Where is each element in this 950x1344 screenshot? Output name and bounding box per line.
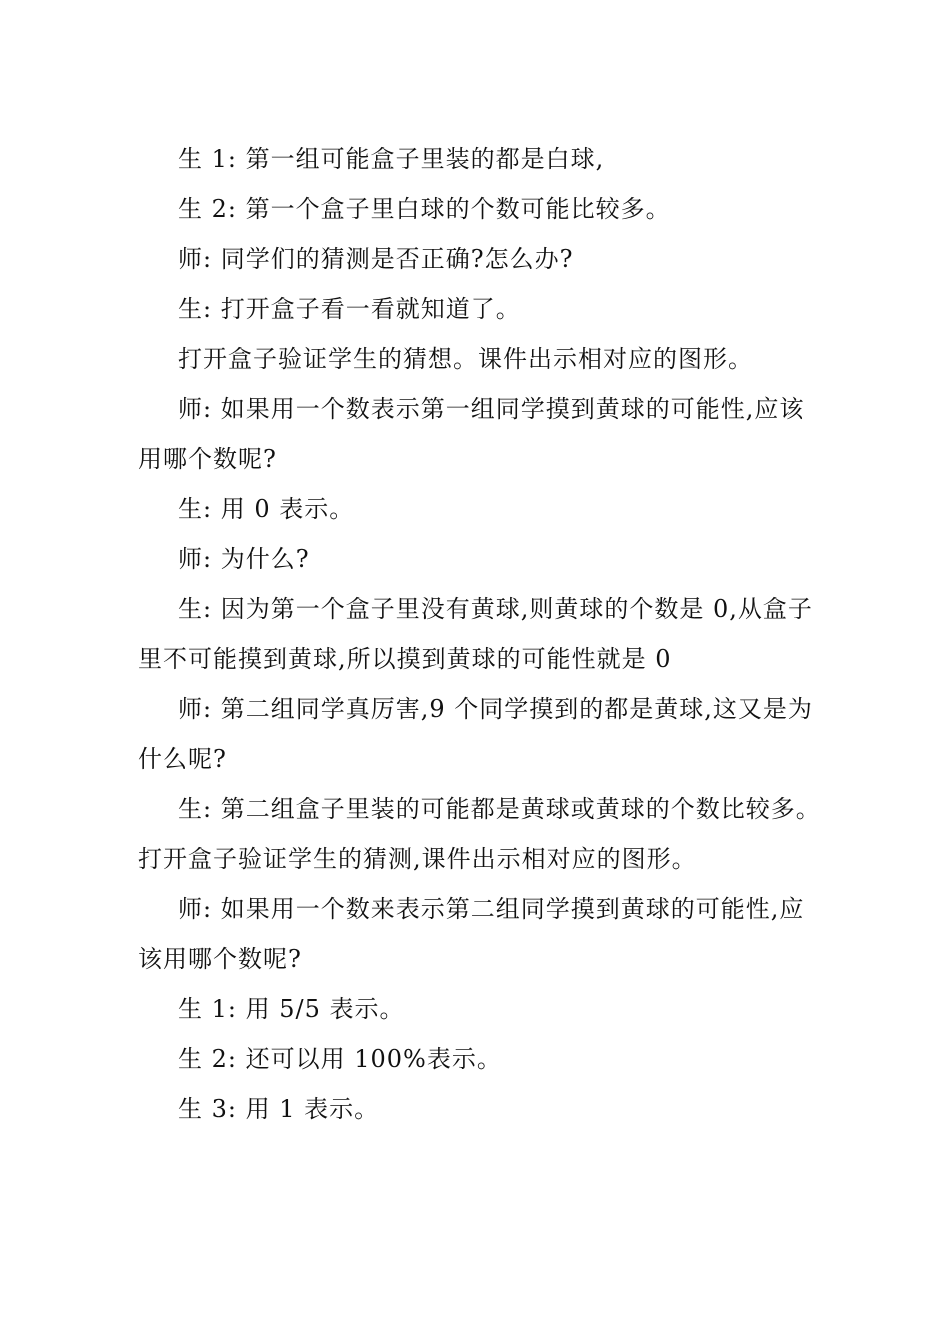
paragraph-1: 生 1: 第一组可能盒子里装的都是白球, bbox=[178, 145, 605, 173]
paragraph-7: 生: 用 0 表示。 bbox=[178, 495, 355, 523]
paragraph-11: 生: 第二组盒子里装的可能都是黄球或黄球的个数比较多。打开盒子验证学生的猜测,课件出示相对应的图形。 bbox=[138, 795, 821, 873]
paragraph-15: 生 3: 用 1 表示。 bbox=[178, 1095, 380, 1123]
paragraph-8: 师: 为什么? bbox=[178, 545, 310, 573]
paragraph-4: 生: 打开盒子看一看就知道了。 bbox=[178, 295, 521, 323]
document-body bbox=[138, 134, 828, 1134]
paragraph-5: 打开盒子验证学生的猜想。课件出示相对应的图形。 bbox=[178, 345, 753, 373]
paragraph-14: 生 2: 还可以用 100%表示。 bbox=[178, 1045, 502, 1073]
paragraph-3: 师: 同学们的猜测是否正确?怎么办? bbox=[178, 245, 574, 273]
paragraph-6: 师: 如果用一个数表示第一组同学摸到黄球的可能性,应该用哪个数呢? bbox=[138, 395, 805, 473]
paragraph-10: 师: 第二组同学真厉害,9 个同学摸到的都是黄球,这又是为什么呢? bbox=[138, 695, 813, 773]
paragraph-2: 生 2: 第一个盒子里白球的个数可能比较多。 bbox=[178, 195, 671, 223]
paragraph-9: 生: 因为第一个盒子里没有黄球,则黄球的个数是 0,从盒子里不可能摸到黄球,所以摸到黄球的可能性就是 0 bbox=[138, 595, 813, 673]
paragraph-13: 生 1: 用 5/5 表示。 bbox=[178, 995, 405, 1023]
paragraph-12: 师: 如果用一个数来表示第二组同学摸到黄球的可能性,应该用哪个数呢? bbox=[138, 895, 805, 973]
